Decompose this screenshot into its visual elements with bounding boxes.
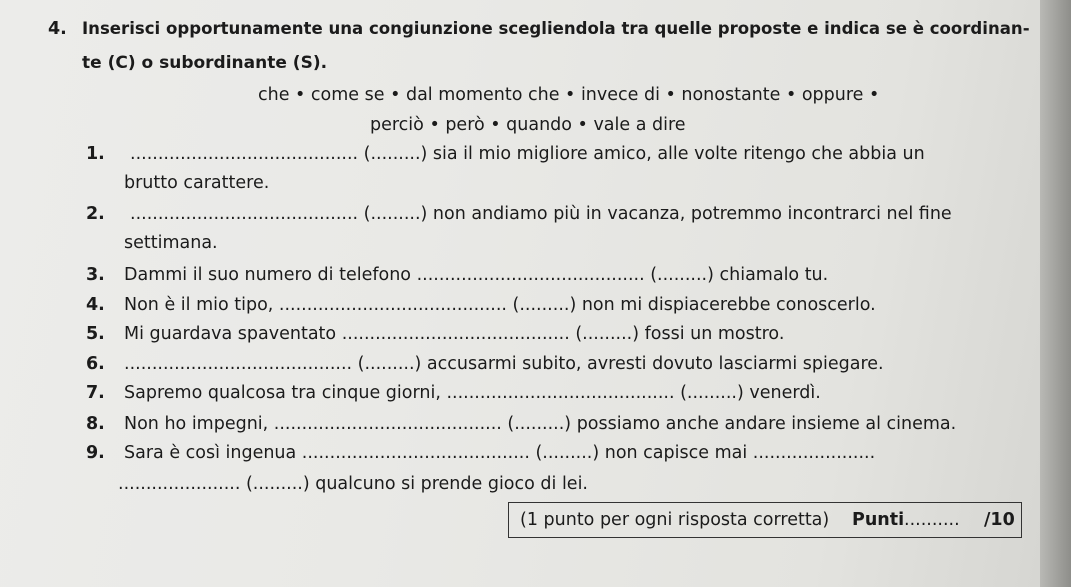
score-label: Punti [852, 510, 905, 530]
item-9-text: Sara è così ingenua ......................................... (.........) non capisce mai ...................... [124, 443, 876, 463]
item-3-text: Dammi il suo numero di telefono ......................................... (.........) chiamalo tu. [124, 265, 829, 285]
exercise-title-line1: Inserisci opportunamente una congiunzione scegliendola tra quelle proposte e indica se è coordinan- [82, 19, 1030, 39]
item-3-number: 3. [86, 265, 105, 285]
item-6-number: 6. [86, 354, 105, 374]
item-5-number: 5. [86, 324, 105, 344]
item-2-text-cont: settimana. [124, 233, 218, 253]
item-8-text: Non ho impegni, ......................................... (.........) possiamo anche andare insieme al cinema. [124, 414, 957, 434]
item-1-number: 1. [86, 144, 105, 164]
item-5-text: Mi guardava spaventato ......................................... (.........) fossi un mostro. [124, 324, 785, 344]
item-8-number: 8. [86, 414, 105, 434]
item-9-number: 9. [86, 443, 105, 463]
score-note: (1 punto per ogni risposta corretta) [520, 510, 830, 530]
score-total: /10 [984, 510, 1015, 530]
item-4-number: 4. [86, 295, 105, 315]
item-4-text: Non è il mio tipo, ......................................... (.........) non mi dispiacerebbe conoscerlo. [124, 295, 876, 315]
score-blank: .......... [904, 510, 960, 530]
item-1-text-cont: brutto carattere. [124, 173, 270, 193]
item-7-text: Sapremo qualcosa tra cinque giorni, ......................................... (.........) venerdì. [124, 383, 821, 403]
word-bank-line2: perciò • però • quando • vale a dire [370, 115, 686, 135]
exercise-title-line2: te (C) o subordinante (S). [82, 53, 328, 73]
item-1-text: ......................................... (.........) sia il mio migliore amico, alle volte ritengo che abbia un [130, 144, 925, 164]
item-2-text: ......................................... (.........) non andiamo più in vacanza, potremmo incontrarci nel fine [130, 204, 952, 224]
word-bank-line1: che • come se • dal momento che • invece di • nonostante • oppure • [258, 85, 880, 105]
item-2-number: 2. [86, 204, 105, 224]
page-edge [1040, 0, 1071, 587]
exercise-number: 4. [48, 19, 67, 39]
item-9-text-cont: ...................... (.........) qualcuno si prende gioco di lei. [118, 474, 588, 494]
item-6-text: ......................................... (.........) accusarmi subito, avresti dovuto lasciarmi spiegare. [124, 354, 884, 374]
item-7-number: 7. [86, 383, 105, 403]
